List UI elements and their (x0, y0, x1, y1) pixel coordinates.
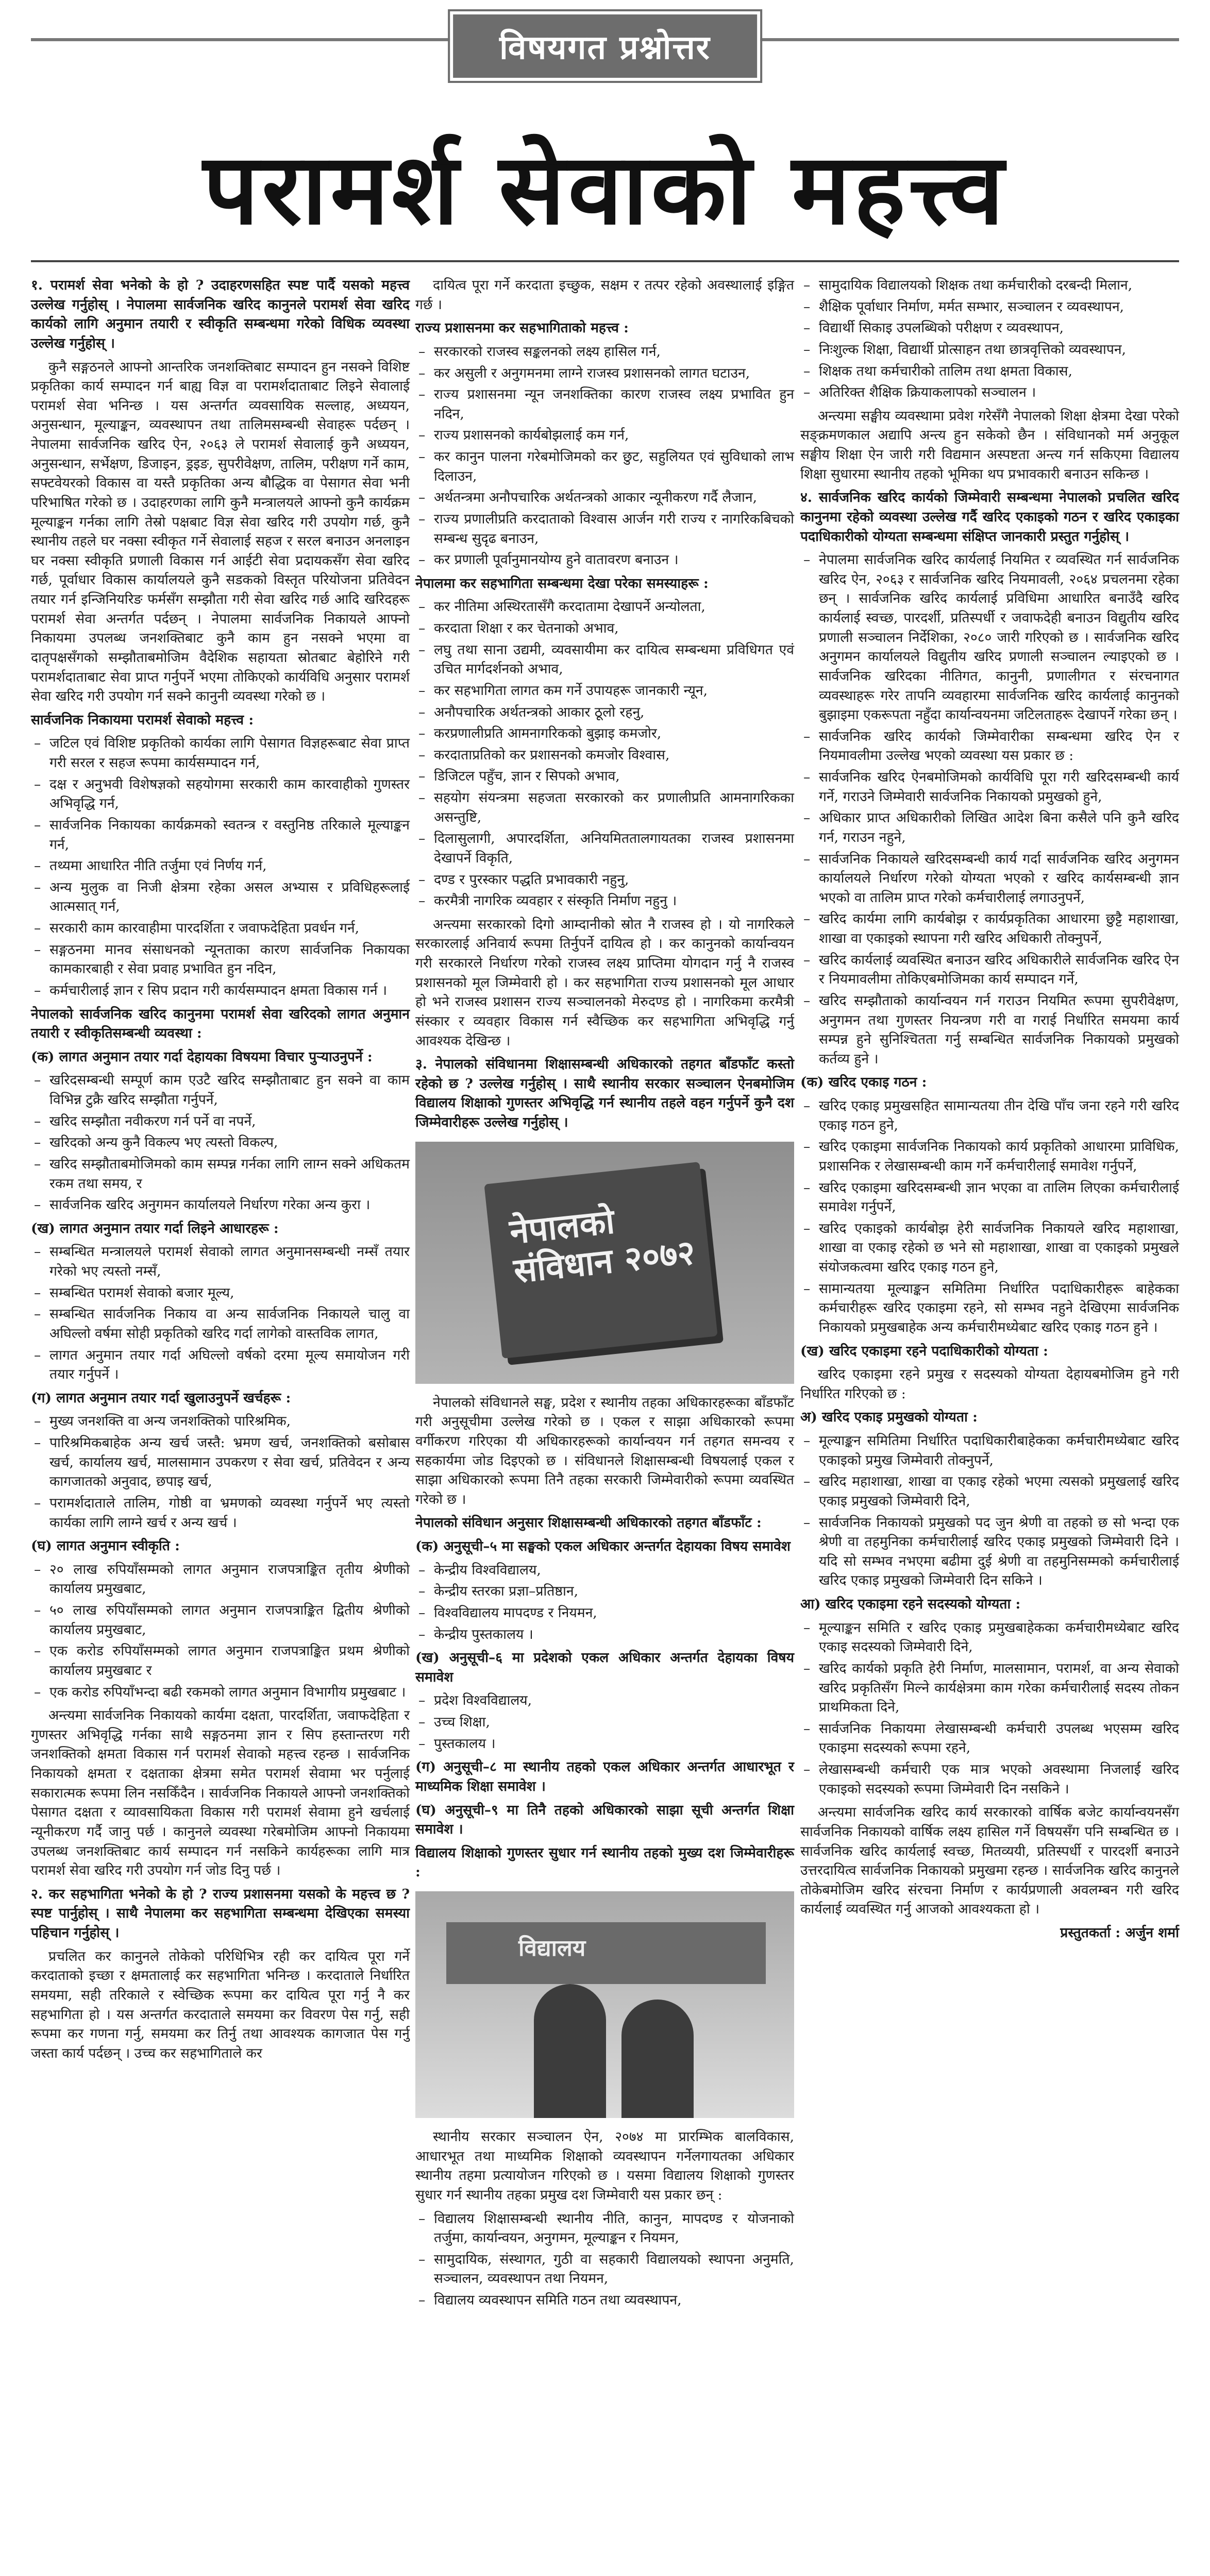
bullet-list (415, 597, 794, 910)
school-building (446, 1922, 766, 1984)
question-1: १. परामर्श सेवा भनेको के हो ? उदाहरणसहित स्पष्ट पार्दै यसको महत्त्व उल्लेख गर्नुहोस् । नेपालमा सार्वजनिक खरिद कानुनले परामर्श सेवा खरिद कार्यको लागि अनुमान तयारी र स्वीकृति सम्बन्धमा गरेको विधिक व्यवस्था उल्लेख गर्नुहोस् । (31, 277, 410, 351)
list-item: – खरिद एकाइको कार्यबोझ हेरी सार्वजनिक निकायले खरिद महाशाखा, शाखा वा एकाइ रहेको छ भने सो महाशाखा, शाखा वा एकाइको प्रमुखले संयोजकत्वमा खरिद एकाइ गठन हुने, (819, 1219, 1179, 1277)
list-item: – २० लाख रुपियाँसम्मको लागत अनुमान राजपत्राङ्कित तृतीय श्रेणीको कार्यालय प्रमुखबाट, (49, 1560, 410, 1599)
list-item: – खरिद सम्झौता नवीकरण गर्न पर्ने वा नपर्ने, (49, 1112, 410, 1131)
list-item: – सामान्यतया मूल्याङ्कन समितिमा निर्धारित पदाधिकारीहरू बाहेकका कर्मचारीहरू खरिद एकाइमा रहने, सो सम्भव नहुने देखिएमा सार्वजनिक निकायको प्रमुखबाहेक अन्य कर्मचारीमध्येबाट खरिद एकाइ गठन हुने । (819, 1279, 1179, 1337)
list-item: – प्रदेश विश्वविद्यालय, (434, 1691, 794, 1710)
list-item: – कर सहभागिता लागत कम गर्ने उपायहरू जानकारी न्यून, (434, 681, 794, 701)
paragraph: खरिद एकाइमा रहने प्रमुख र सदस्यको योग्यता देहायबमोजिम हुने गरी निर्धारित गरिएको छ : (800, 1366, 1179, 1402)
student-figure (534, 1984, 606, 2118)
list-item: – सार्वजनिक निकायमा लेखासम्बन्धी कर्मचारी उपलब्ध भएसम्म खरिद एकाइमा सदस्यको रूपमा रहने, (819, 1719, 1179, 1758)
list-item: – विद्यालय व्यवस्थापन समिति गठन तथा व्यवस्थापन, (434, 2291, 794, 2310)
list-item: – ५० लाख रुपियाँसम्मको लागत अनुमान राजपत्राङ्कित द्वितीय श्रेणीको कार्यालय प्रमुखबाट, (49, 1601, 410, 1639)
list-item: – कर कानुन पालना गरेबमोजिमको कर छुट, सहुलियत एवं सुविधाको लाभ दिलाउन, (434, 447, 794, 486)
question-3: ३. नेपालको संविधानमा शिक्षासम्बन्धी अधिकारको तहगत बाँडफाँट कस्तो रहेको छ ? उल्लेख गर्नुहोस् । साथै स्थानीय सरकार सञ्चालन ऐनबमोजिम विद्यालय शिक्षाको गुणस्तर अभिवृद्धि गर्न स्थानीय तहले वहन गर्नुपर्ने कुनै दश जिम्मेवारीहरू उल्लेख गर्नुहोस् । (415, 1056, 794, 1130)
paragraph: कुनै सङ्गठनले आफ्नो आन्तरिक जनशक्तिबाट सम्पादन हुन नसक्ने विशिष्ट प्रकृतिका कार्य सम्पादन गर्न बाह्य विज्ञ वा परामर्शदाताबाट लिइने सेवालाई परामर्श सेवा भनिन्छ । यस अन्तर्गत व्यवसायिक सल्लाह, अध्ययन, अनुसन्धान, मूल्याङ्कन, व्यवस्थापन तथा तालिमसम्बन्धी सेवाहरू पर्दछन् । नेपालमा सार्वजनिक खरिद ऐन, २०६३ ले परामर्श सेवालाई कुनै अध्ययन, अनुसन्धान, सर्भेक्षण, डिजाइन, ड्रइङ, सुपरीवेक्षण, तालिम, परीक्षण गर्ने काम, सफ्टवेयरको विकास वा यस्तै प्रकृतिका अन्य बौद्धिक वा पेसागत सेवा भनी परिभाषित गरेको छ । उदाहरणका लागि कुनै मन्त्रालयले आफ्नो कुनै कार्यक्रम मूल्याङ्कन गर्नका लागि तेस्रो पक्षबाट विज्ञ सेवा खरिद गरी उपयोग गर्छ, कुनै स्थानीय तहले घर नक्सा स्वीकृत गर्ने सेवालाई सहज र सरल बनाउन अनलाइन घर नक्सा स्वीकृति प्रणाली विकास गर्न आईटी सेवा प्रदायकसँग सेवा खरिद गर्छ, पूर्वाधार विकास कार्यालयले कुनै सडकको विस्तृत परियोजना प्रतिवेदन तयार गर्न इन्जिनियरिङ फर्मसँग सम्झौता गरी सेवा खरिद गर्छ आदि खरिदहरू परामर्श सेवा अन्तर्गत पर्दछन् । नेपालमा सार्वजनिक निकायले आफ्नो निकायमा उपलब्ध जनशक्तिबाट कुनै काम हुन नसक्ने भएमा वा दातृपक्षसँगको सम्झौताबमोजिम वैदेशिक सहायता स्रोतबाट बेहोरिने गरी परामर्शदाताबाट सेवा प्राप्त गर्नुपर्ने भएमा तोकिएको कार्यविधि अनुसार परामर्श सेवा खरिद गरी उपयोग गर्न सक्ने कानुनी व्यवस्था गरेको छ । (31, 359, 410, 705)
list-item: – मूल्याङ्कन समितिमा निर्धारित पदाधिकारीबाहेकका कर्मचारीमध्येबाट खरिद एकाइको प्रमुख जिम्मेवारी तोक्नुपर्ने, (819, 1431, 1179, 1470)
clause-label: (घ) लागत अनुमान स्वीकृति : (31, 1538, 180, 1554)
paragraph: अन्त्यमा सार्वजनिक खरिद कार्य सरकारको वार्षिक बजेट कार्यान्वयनसँग सार्वजनिक निकायको वार्षिक लक्ष्य हासिल गर्ने विषयसँग पनि सम्बन्धित छ । सार्वजनिक खरिद कार्यलाई स्वच्छ, मितव्ययी, प्रतिस्पर्धी र पारदर्शी बनाउने उत्तरदायित्व सार्वजनिक निकायको प्रमुखमा रहन्छ । सार्वजनिक खरिद कानुनले तोकेबमोजिम खरिद संरचना निर्माण र कार्यप्रणाली अवलम्बन गरी खरिद कार्यलाई व्यवस्थित गर्नु आजको आवश्यकता हो । (800, 1804, 1179, 1918)
list-item: – अन्य मुलुक वा निजी क्षेत्रमा रहेका असल अभ्यास र प्रविधिहरूलाई आत्मसात् गर्न, (49, 878, 410, 917)
clause-label: (ख) लागत अनुमान तयार गर्दा लिइने आधारहरू : (31, 1220, 279, 1236)
subheading: राज्य प्रशासनमा कर सहभागिताको महत्त्व : (415, 320, 629, 336)
bullet-list (31, 1071, 410, 1214)
bullet-list (31, 1560, 410, 1702)
list-item: – खरिद एकाइमा खरिदसम्बन्धी ज्ञान भएका वा तालिम लिएका कर्मचारीलाई समावेश गर्नुपर्ने, (819, 1178, 1179, 1217)
list-item: – खरिदसम्बन्धी सम्पूर्ण काम एउटै खरिद सम्झौताबाट हुन सक्ने वा काम विभिन्न टुक्रै खरिद सम्झौता गर्नुपर्ने, (49, 1071, 410, 1109)
clause-label: (ग) अनुसूची–८ मा स्थानीय तहको एकल अधिकार अन्तर्गत आधारभूत र माध्यमिक शिक्षा समावेश । (415, 1759, 794, 1794)
section-banner (0, 0, 1210, 77)
list-item: – अधिकार प्राप्त अधिकारीको लिखित आदेश बिना कसैले पनि कुनै खरिद गर्न, गराउन नहुने, (819, 808, 1179, 847)
list-item: – केन्द्रीय विश्वविद्यालय, (434, 1561, 794, 1580)
list-item: – विद्यालय शिक्षासम्बन्धी स्थानीय नीति, कानुन, मापदण्ड र योजनाको तर्जुमा, कार्यान्वयन, अनुगमन, मूल्याङ्कन र नियमन, (434, 2209, 794, 2248)
list-item: – लेखासम्बन्धी कर्मचारी एक मात्र भएको अवस्थामा निजलाई खरिद एकाइको सदस्यको रूपमा जिम्मेवारी दिन नसकिने । (819, 1760, 1179, 1799)
list-item: – सार्वजनिक खरिद अनुगमन कार्यालयले निर्धारण गरेका अन्य कुरा । (49, 1195, 410, 1215)
list-item: – कर्मचारीलाई ज्ञान र सिप प्रदान गरी कार्यसम्पादन क्षमता विकास गर्न । (49, 981, 410, 1001)
list-item: – सरकारको राजस्व सङ्कलनको लक्ष्य हासिल गर्न, (434, 342, 794, 362)
list-item: – सार्वजनिक खरिद कार्यको जिम्मेवारीका सम्बन्धमा खरिद ऐन र नियमावलीमा उल्लेख भएको व्यवस्था यस प्रकार छ : (819, 727, 1179, 766)
list-item: – सरकारी काम कारवाहीमा पारदर्शिता र जवाफदेहिता प्रवर्धन गर्न, (49, 919, 410, 938)
list-item: – सार्वजनिक निकायको प्रमुखको पद जुन श्रेणी वा तहको छ सो भन्दा एक श्रेणी वा तहमुनिका कर्मचारीलाई खरिद एकाइ प्रमुखको जिम्मेवारी दिने । यदि सो सम्भव नभएमा बढीमा दुई श्रेणी वा तहमुनिसम्मको कर्मचारीलाई खरिद एकाइ प्रमुखको जिम्मेवारी दिन सकिने । (819, 1513, 1179, 1591)
list-item: – एक करोड रुपियाँभन्दा बढी रकमको लागत अनुमान विभागीय प्रमुखबाट । (49, 1683, 410, 1702)
list-item: – राज्य प्रशासनमा न्यून जनशक्तिका कारण राजस्व लक्ष्य प्रभावित हुन नदिन, (434, 385, 794, 423)
list-item: – केन्द्रीय पुस्तकालय । (434, 1625, 794, 1645)
list-item: – खरिद सम्झौताको कार्यान्वयन गर्न गराउन नियमित रूपमा सुपरीवेक्षण, अनुगमन तथा गुणस्तर नियन्त्रण गरी वा गराई निर्धारित समयमा कार्य सम्पन्न हुने सुनिश्चितता गर्नु सम्बन्धित सार्वजनिक निकायको प्रमुखको कर्तव्य हुने । (819, 991, 1179, 1069)
bullet-list (800, 550, 1179, 1069)
list-item: – खरिदको अन्य कुनै विकल्प भए त्यस्तो विकल्प, (49, 1133, 410, 1153)
list-item: – सामुदायिक, संस्थागत, गुठी वा सहकारी विद्यालयको स्थापना अनुमति, सञ्चालन, व्यवस्थापन तथा नियमन, (434, 2250, 794, 2289)
clause-label: (ग) लागत अनुमान तयार गर्दा खुलाउनुपर्ने खर्चहरू : (31, 1389, 291, 1406)
clause-label: (ख) खरिद एकाइमा रहने पदाधिकारीको योग्यता : (800, 1343, 1048, 1359)
list-item: – शैक्षिक पूर्वाधार निर्माण, मर्मत सम्भार, सञ्चालन र व्यवस्थापन, (819, 297, 1179, 317)
bullet-list (800, 276, 1179, 402)
school-sign-text: विद्यालय (518, 1935, 586, 1961)
list-item: – खरिद महाशाखा, शाखा वा एकाइ रहेको भएमा त्यसको प्रमुखलाई खरिद एकाइ प्रमुखको जिम्मेवारी दिने, (819, 1472, 1179, 1511)
subheading: नेपालको संविधान अनुसार शिक्षासम्बन्धी अधिकारको तहगत बाँडफाँट : (415, 1515, 762, 1531)
list-item: – कर प्रणाली पूर्वानुमानयोग्य हुने वातावरण बनाउन । (434, 550, 794, 570)
column-3 (800, 276, 1179, 1947)
list-item: – खरिद एकाइ प्रमुखसहित सामान्यतया तीन देखि पाँच जना रहने गरी खरिद एकाइ गठन हुने, (819, 1096, 1179, 1135)
bullet-list (415, 1561, 794, 1645)
list-item: – विश्वविद्यालय मापदण्ड र नियमन, (434, 1603, 794, 1623)
list-item: – मूल्याङ्कन समिति र खरिद एकाइ प्रमुखबाहेकका कर्मचारीमध्येबाट खरिद एकाइ सदस्यको जिम्मेवारी दिने, (819, 1618, 1179, 1657)
list-item: – उच्च शिक्षा, (434, 1713, 794, 1732)
paragraph: अन्त्यमा सरकारको दिगो आम्दानीको स्रोत नै राजस्व हो । यो नागरिकले सरकारलाई अनिवार्य रूपमा तिर्नुपर्ने दायित्व हो । कर कानुनको कार्यान्वयन गरी सरकारले निर्धारण गरेको राजस्व लक्ष्य प्राप्तिमा योगदान गर्नु नै राजस्व प्रशासनको मूल जिम्मेवारी हो । कर सहभागिता राज्य प्रशासनको मूल आधार हो भने राजस्व प्रशासन राज्य सञ्चालनको मेरुदण्ड हो । नागरिकमा करमैत्री संस्कार र व्यवहार विकास गर्न स्वैच्छिक कर सहभागिता अभिवृद्धि गर्नु आवश्यक देखिन्छ । (415, 916, 794, 1049)
list-item: – कर नीतिमा अस्थिरतासँगै करदातामा देखापर्ने अन्योलता, (434, 597, 794, 617)
list-item: – विद्यार्थी सिकाइ उपलब्धिको परीक्षण र व्यवस्थापन, (819, 318, 1179, 338)
title-rule (31, 260, 1179, 262)
author-byline: प्रस्तुतकर्ता : अर्जुन शर्मा (1060, 1925, 1179, 1941)
book-illustration (484, 1162, 717, 1359)
list-item: – लागत अनुमान तयार गर्दा अघिल्लो वर्षको दरमा मूल्य समायोजन गरी तयार गर्नुपर्ने । (49, 1346, 410, 1384)
list-item: – परामर्शदाताले तालिम, गोष्ठी वा भ्रमणको व्यवस्था गर्नुपर्ने भए त्यस्तो कार्यका लागि लाग्ने खर्च र अन्य खर्च । (49, 1494, 410, 1532)
list-item: – जटिल एवं विशिष्ट प्रकृतिको कार्यका लागि पेसागत विज्ञहरूबाट सेवा प्राप्त गरी सरल र सहज रूपमा कार्यसम्पादन गर्न, (49, 734, 410, 772)
list-item: – शिक्षक तथा कर्मचारीको तालिम तथा क्षमता विकास, (819, 362, 1179, 381)
paragraph: प्रचलित कर कानुनले तोकेको परिधिभित्र रही कर दायित्व पूरा गर्ने करदाताको इच्छा र क्षमतालाई कर सहभागिता भनिन्छ । करदाताले निर्धारित समयमा, सही तरिकाले र स्वेच्छिक रूपमा कर दायित्व पूरा गर्नु नै कर सहभागिता हो । यस अन्तर्गत करदाताले समयमा कर विवरण पेस गर्नु, सही रूपमा कर गणना गर्नु, समयमा कर तिर्नु तथा आवश्यक कागजात पेस गर्नु जस्ता कार्य पर्दछन् । उच्च कर सहभागिताले कर (31, 1948, 410, 2061)
list-item: – केन्द्रीय स्तरका प्रज्ञा–प्रतिष्ठान, (434, 1582, 794, 1601)
section-label: विषयगत प्रश्नोत्तर (450, 11, 760, 81)
list-item: – करदाताप्रतिको कर प्रशासनको कमजोर विश्वास, (434, 745, 794, 765)
list-item: – पारिश्रमिकबाहेक अन्य खर्च जस्तै: भ्रमण खर्च, जनशक्तिको बसोबास खर्च, कार्यालय खर्च, मालसामान उपकरण र सेवा खर्च, प्रतिवेदन र अन्य कागजातको अनुवाद, छपाइ खर्च, (49, 1433, 410, 1492)
clause-label: अ) खरिद एकाइ प्रमुखको योग्यता : (800, 1409, 978, 1426)
list-item: – सङ्गठनमा मानव संसाधनको न्यूनताका कारण सार्वजनिक निकायका कामकारबाही र सेवा प्रवाह प्रभावित हुन नदिन, (49, 940, 410, 979)
clause-label: (ख) अनुसूची–६ मा प्रदेशको एकल अधिकार अन्तर्गत देहायका विषय समावेश (415, 1650, 794, 1685)
list-item: – अनौपचारिक अर्थतन्त्रको आकार ठूलो रहनु, (434, 703, 794, 722)
list-item: – करप्रणालीप्रति आमनागरिकको बुझाइ कमजोर, (434, 724, 794, 743)
list-item: – दण्ड र पुरस्कार पद्धति प्रभावकारी नहुनु, (434, 870, 794, 890)
list-item: – तथ्यमा आधारित नीति तर्जुमा एवं निर्णय गर्न, (49, 856, 410, 876)
subheading: सार्वजनिक निकायमा परामर्श सेवाको महत्त्व : (31, 711, 254, 728)
list-item: – सामुदायिक विद्यालयको शिक्षक तथा कर्मचारीको दरबन्दी मिलान, (819, 276, 1179, 295)
bullet-list (800, 1618, 1179, 1799)
list-item: – सार्वजनिक निकायका कार्यक्रमको स्वतन्त्र र वस्तुनिष्ठ तरिकाले मूल्याङ्कन गर्न, (49, 816, 410, 854)
page-title: परामर्श सेवाको महत्त्व (203, 132, 1007, 246)
list-item: – खरिद एकाइमा सार्वजनिक निकायको कार्य प्रकृतिको आधारमा प्राविधिक, प्रशासनिक र लेखासम्बन्धी काम गर्ने कर्मचारीलाई समावेश गर्नुपर्ने, (819, 1137, 1179, 1176)
list-item: – मुख्य जनशक्ति वा अन्य जनशक्तिको पारिश्रमिक, (49, 1412, 410, 1431)
bullet-list (800, 1096, 1179, 1337)
list-item: – डिजिटल पहुँच, ज्ञान र सिपको अभाव, (434, 767, 794, 786)
list-item: – अतिरिक्त शैक्षिक क्रियाकलापको सञ्चालन । (819, 383, 1179, 402)
paragraph: नेपालको संविधानले सङ्घ, प्रदेश र स्थानीय तहका अधिकारहरूका बाँडफाँट गरी अनुसूचीमा उल्लेख गरेको छ । एकल र साझा अधिकारको रूपमा वर्गीकरण गरिएका यी अधिकारहरूको कार्यान्वयन गर्न तहगत समन्वय र सहकार्यमा जोड दिइएको छ । संविधानले शिक्षासम्बन्धी विषयलाई एकल र साझा अधिकारको रूपमा तिनै तहका सरकारी जिम्मेवारीको रूपमा व्यवस्थित गरेको छ । (415, 1394, 794, 1507)
clause-label: (क) अनुसूची–५ मा सङ्घको एकल अधिकार अन्तर्गत देहायका विषय समावेश (415, 1538, 791, 1554)
school-children-image (415, 1891, 794, 2118)
clause-label: आ) खरिद एकाइमा रहने सदस्यको योग्यता : (800, 1596, 1021, 1612)
list-item: – खरिद सम्झौताबमोजिमको काम सम्पन्न गर्नका लागि लाग्न सक्ने अधिकतम रकम तथा समय, र (49, 1155, 410, 1193)
question-2: २. कर सहभागिता भनेको के हो ? राज्य प्रशासनमा यसको के महत्त्व छ ? स्पष्ट पार्नुहोस् । साथै नेपालमा कर सहभागिता सम्बन्धमा देखिएका समस्या पहिचान गर्नुहोस् । (31, 1886, 410, 1941)
column-1 (31, 276, 410, 2067)
bullet-list (415, 2209, 794, 2310)
bullet-list (31, 1412, 410, 1532)
paragraph: स्थानीय सरकार सञ्चालन ऐन, २०७४ मा प्रारम्भिक बालविकास, आधारभूत तथा माध्यमिक शिक्षाको व्यवस्थापन गर्नेलगायतका अधिकार स्थानीय तहमा प्रत्यायोजन गरिएको छ । यसमा विद्यालय शिक्षाको गुणस्तर सुधार गर्न स्थानीय तहका प्रमुख दश जिम्मेवारी यस प्रकार छन् : (415, 2129, 794, 2203)
list-item: – राज्य प्रशासनको कार्यबोझलाई कम गर्न, (434, 426, 794, 445)
list-item: – कर असुली र अनुगमनमा लाग्ने राजस्व प्रशासनको लागत घटाउन, (434, 364, 794, 383)
bullet-list (31, 734, 410, 1000)
clause-label: (क) लागत अनुमान तयार गर्दा देहायका विषयमा विचार पुऱ्याउनुपर्ने : (31, 1048, 373, 1065)
paragraph: अन्त्यमा सार्वजनिक निकायको कार्यमा दक्षता, पारदर्शिता, जवाफदेहिता र गुणस्तर अभिवृद्धि गर्नका साथै सङ्गठनमा ज्ञान र सिप हस्तान्तरण गरी जनशक्तिको क्षमता विकास गर्न परामर्श सेवाको महत्त्व रहन्छ । सार्वजनिक निकायको क्षमता र दक्षताका क्षेत्रमा समेत परामर्श सेवामा भर पर्नुलाई सकारात्मक रूपमा लिन नसकिँदैन । सार्वजनिक निकायले आफ्नो जनशक्तिको पेसागत दक्षता र व्यावसायिकता विकास गरी परामर्श सेवामा हुने खर्चलाई न्यूनीकरण गर्दै जानु पर्छ । कानुनले व्यवस्था गरेबमोजिम आफ्नो निकायमा उपलब्ध जनशक्तिबाट कार्य सम्पादन गर्न नसकिने कार्यहरूका लागि मात्र परामर्श सेवा खरिद गरी उपयोग गर्न जोड दिनु पर्छ । (31, 1707, 410, 1879)
list-item: – करदाता शिक्षा र कर चेतनाको अभाव, (434, 619, 794, 638)
bullet-list (415, 342, 794, 570)
clause-label: (क) खरिद एकाइ गठन : (800, 1074, 927, 1091)
subheading: विद्यालय शिक्षाको गुणस्तर सुधार गर्न स्थानीय तहको मुख्य दश जिम्मेवारीहरू : (415, 1844, 794, 1880)
subheading: नेपालमा कर सहभागिता सम्बन्धमा देखा परेका समस्याहरू : (415, 575, 709, 591)
column-2 (415, 276, 794, 2314)
list-item: – खरिद कार्यमा लागि कार्यबोझ र कार्यप्रकृतिका आधारमा छुट्टै महाशाखा, शाखा वा एकाइको स्थापना गरी खरिद अधिकारी तोक्नुपर्ने, (819, 909, 1179, 948)
list-item: – सार्वजनिक खरिद ऐनबमोजिमको कार्यविधि पूरा गरी खरिदसम्बन्धी कार्य गर्ने, गराउने जिम्मेवारी सार्वजनिक निकायको प्रमुखको हुने, (819, 768, 1179, 806)
list-item: – अर्थतन्त्रमा अनौपचारिक अर्थतन्त्रको आकार न्यूनीकरण गर्दै लैजान, (434, 488, 794, 507)
list-item: – एक करोड रुपियाँसम्मको लागत अनुमान राजपत्राङ्कित प्रथम श्रेणीको कार्यालय प्रमुखबाट र (49, 1641, 410, 1680)
paragraph: दायित्व पूरा गर्ने करदाता इच्छुक, सक्षम र तत्पर रहेको अवस्थालाई इङ्गित गर्छ । (415, 277, 794, 313)
list-item: – राज्य प्रणालीप्रति करदाताको विश्वास आर्जन गरी राज्य र नागरिकबिचको सम्बन्ध सुदृढ बनाउन, (434, 510, 794, 548)
list-item: – निःशुल्क शिक्षा, विद्यार्थी प्रोत्साहन तथा छात्रवृत्तिको व्यवस्थापन, (819, 340, 1179, 360)
list-item: – पुस्तकालय । (434, 1734, 794, 1754)
list-item: – नेपालमा सार्वजनिक खरिद कार्यलाई नियमित र व्यवस्थित गर्न सार्वजनिक खरिद ऐन, २०६३ र सार्वजनिक खरिद नियमावली, २०६४ प्रचलनमा रहेका छन् । सार्वजनिक खरिद कार्यलाई प्रविधिमा आधारित बनाउँदै खरिद कार्यलाई स्वच्छ, पारदर्शी, प्रतिस्पर्धी र जवाफदेही बनाउन विद्युतीय खरिद प्रणाली सञ्चालन निर्देशिका, २०८० जारी गरिएको छ । सार्वजनिक खरिद अनुगमन कार्यालयले विद्युतीय खरिद प्रणाली सञ्चालन ल्याइएको छ । सार्वजनिक खरिदका नीतिगत, कानुनी, प्रणालीगत र संरचनागत व्यवस्थाहरू गरेर तापनि व्यवहारमा सार्वजनिक खरिद कार्यलाई कानुनको बुझाइमा एकरूपता नहुँदा कार्यान्वयनमा जटिलताहरू देखापर्ने गरेका छन् । (819, 550, 1179, 725)
paragraph: अन्त्यमा सङ्घीय व्यवस्थामा प्रवेश गरेसँगै नेपालको शिक्षा क्षेत्रमा देखा परेको सङ्क्रमणकाल अद्यापि अन्त्य हुन सकेको छैन । संविधानको मर्म अनुकूल सङ्घीय शिक्षा ऐन जारी गरी विद्यमान अस्पष्टता अन्त्य गर्न सकिएमा विद्यालय शिक्षा सुधारमा स्थानीय तहको भूमिका थप प्रभावकारी बनाउन सकिन्छ । (800, 408, 1179, 482)
list-item: – सार्वजनिक निकायले खरिदसम्बन्धी कार्य गर्दा सार्वजनिक खरिद अनुगमन कार्यालयले निर्धारण गरेको योग्यता भएको र खरिद कार्यसम्बन्धी ज्ञान भएको वा तालिम प्राप्त गरेको कर्मचारीलाई लगाउनुपर्ने, (819, 850, 1179, 908)
list-item: – दक्ष र अनुभवी विशेषज्ञको सहयोगमा सरकारी काम कारवाहीको गुणस्तर अभिवृद्धि गर्न, (49, 775, 410, 814)
list-item: – लघु तथा साना उद्यमी, व्यवसायीमा कर दायित्व सम्बन्धमा प्रविधिगत एवं उचित मार्गदर्शनको अभाव, (434, 640, 794, 679)
list-item: – सम्बन्धित मन्त्रालयले परामर्श सेवाको लागत अनुमानसम्बन्धी नम्सँ तयार गरेको भए त्यस्तो नम्सँ, (49, 1242, 410, 1281)
list-item: – सम्बन्धित सार्वजनिक निकाय वा अन्य सार्वजनिक निकायले चालु वा अघिल्लो वर्षमा सोही प्रकृतिको खरिद गर्दा लागेको वास्तविक लागत, (49, 1304, 410, 1343)
list-item: – खरिद कार्यको प्रकृति हेरी निर्माण, मालसामान, परामर्श, वा अन्य सेवाको खरिद प्रकृतिसँग मिल्ने कार्यक्षेत्रमा काम गरेका कर्मचारीलाई सदस्य तोकन प्राथमिकता दिने, (819, 1659, 1179, 1717)
list-item: – खरिद कार्यलाई व्यवस्थित बनाउन खरिद अधिकारीले सार्वजनिक खरिद ऐन र नियमावलीमा तोकिएबमोजिमका कार्य सम्पादन गर्ने, (819, 951, 1179, 989)
list-item: – सम्बन्धित परामर्श सेवाको बजार मूल्य, (49, 1283, 410, 1303)
constitution-book-image (415, 1142, 794, 1384)
bullet-list (31, 1242, 410, 1384)
question-4: ४. सार्वजनिक खरिद कार्यको जिम्मेवारी सम्बन्धमा नेपालको प्रचलित खरिद कानुनमा रहेको व्यवस्था उल्लेख गर्दै खरिद एकाइको गठन र खरिद एकाइका पदाधिकारीको योग्यता सम्बन्धमा संक्षिप्त जानकारी प्रस्तुत गर्नुहोस् । (800, 489, 1179, 545)
list-item: – सहयोग संयन्त्रमा सहजता सरकारको कर प्रणालीप्रति आमनागरिकका असन्तुष्टि, (434, 788, 794, 827)
list-item: – करमैत्री नागरिक व्यवहार र संस्कृति निर्माण नहुनु । (434, 891, 794, 911)
student-figure (621, 1999, 694, 2118)
bullet-list (415, 1691, 794, 1753)
list-item: – दिलासुलागी, अपारदर्शिता, अनियमिततालगायतका राजस्व प्रशासनमा देखापर्ने विकृति, (434, 829, 794, 868)
clause-label: (घ) अनुसूची–९ मा तिनै तहको अधिकारको साझा सूची अन्तर्गत शिक्षा समावेश । (415, 1802, 794, 1838)
book-cover-text: नेपालको संविधान २०७२ (508, 1201, 697, 1291)
bullet-list (800, 1431, 1179, 1590)
subheading: नेपालको सार्वजनिक खरिद कानुनमा परामर्श सेवा खरिदको लागत अनुमान तयारी र स्वीकृतिसम्बन्धी व्यवस्था : (31, 1006, 410, 1042)
